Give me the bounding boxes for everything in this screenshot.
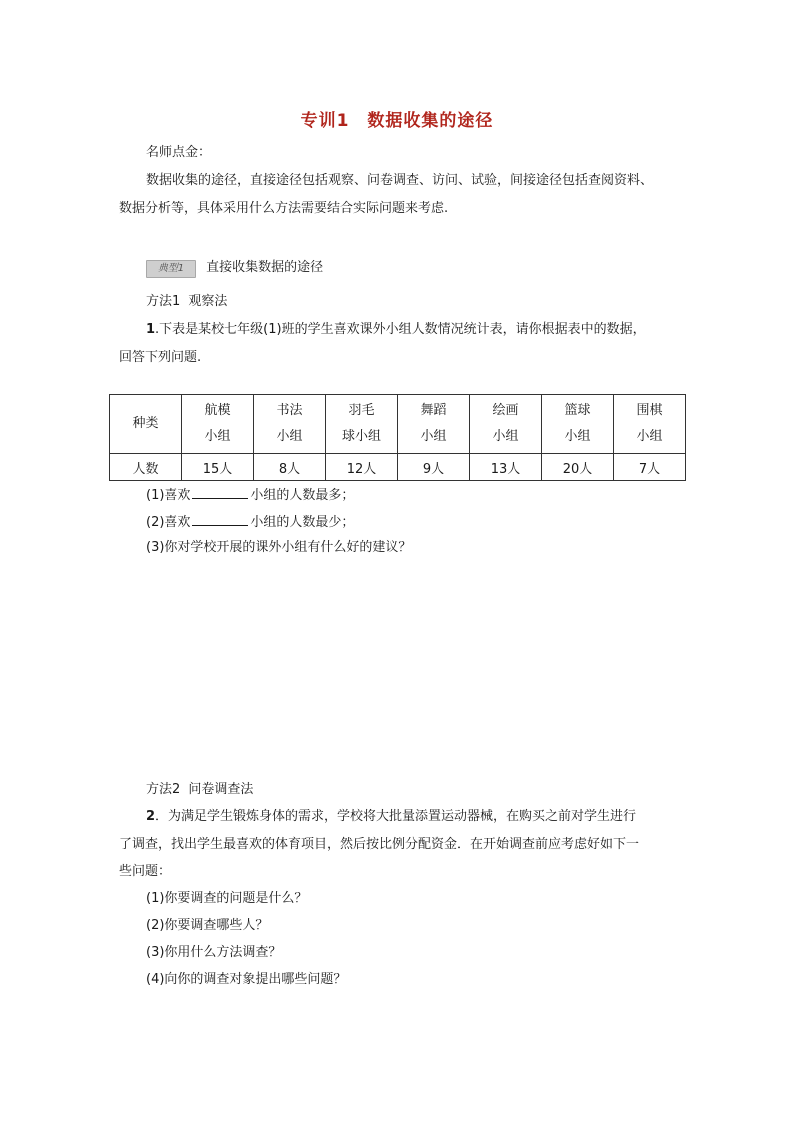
row-header-kind: 种类 [110,395,182,454]
method1-label: 方法1 [146,294,181,309]
cell-kind-3: 舞蹈 小组 [398,395,470,454]
cell-count-0: 15人 [182,454,254,481]
tips-line-1: 数据收集的途径，直接途径包括观察、问卷调查、访问、试验，间接途径包括查阅资料、 [146,173,654,188]
method2-label: 方法2 [146,782,181,797]
cell-count-2: 12人 [326,454,398,481]
question-1-text: .下表是某校七年级(1)班的学生喜欢课外小组人数情况统计表，请你根据表中的数据， [155,322,646,337]
tips-label: 名师点金： [146,145,212,160]
question-2-sub-2: (2)你要调查哪些人？ [146,918,269,933]
cell-count-3: 9人 [398,454,470,481]
method1-heading [146,292,227,312]
question-2-sub-1: (1)你要调查的问题是什么？ [146,891,308,906]
question-2-line-2: 了调查，找出学生最喜欢的体育项目，然后按比例分配资金．在开始调查前应考虑好如下一 [119,837,640,852]
row-header-count: 人数 [110,454,182,481]
group-count-table [109,394,686,481]
cell-kind-4: 绘画 小组 [470,395,542,454]
method2-name: 问卷调查法 [188,782,254,797]
answer-blank-2[interactable] [192,511,248,526]
question-2-sub-3: (3)你用什么方法调查？ [146,945,282,960]
cell-count-4: 13人 [470,454,542,481]
cell-count-6: 7人 [614,454,686,481]
method1-name: 观察法 [188,294,228,309]
cell-kind-2: 羽毛 球小组 [326,395,398,454]
type-badge: 典型1 [146,260,196,278]
question-2-line-1 [146,807,636,827]
question-2-line-3: 些问题： [119,864,172,879]
question-1-sub-1: (1)喜欢 小组的人数最多； [146,484,354,506]
cell-kind-5: 篮球 小组 [542,395,614,454]
answer-blank-1[interactable] [192,484,248,499]
cell-count-1: 8人 [254,454,326,481]
question-1-line-1 [146,320,646,340]
question-2-sub-4: (4)向你的调查对象提出哪些问题？ [146,972,347,987]
question-1-sub-3: (3)你对学校开展的课外小组有什么好的建议？ [146,540,412,555]
type1-heading-row [146,258,323,278]
question-2-text: ．为满足学生锻炼身体的需求，学校将大批量添置运动器械，在购买之前对学生进行 [155,809,637,824]
cell-kind-0: 航模 小组 [182,395,254,454]
question-1-sub-2: (2)喜欢 小组的人数最少； [146,511,354,533]
cell-kind-1: 书法 小组 [254,395,326,454]
question-1-number: 1 [146,322,156,337]
cell-count-5: 20人 [542,454,614,481]
question-1-line-2: 回答下列问题. [119,350,202,365]
cell-kind-6: 围棋 小组 [614,395,686,454]
tips-line-2: 数据分析等，具体采用什么方法需要结合实际问题来考虑. [119,201,449,216]
page-title: 专训1 数据收集的途径 [300,111,494,131]
table-row-count [110,454,686,481]
type1-heading: 直接收集数据的途径 [206,260,324,275]
question-2-number: 2 [146,809,156,824]
table-row-kind [110,395,686,454]
method2-heading [146,780,253,800]
